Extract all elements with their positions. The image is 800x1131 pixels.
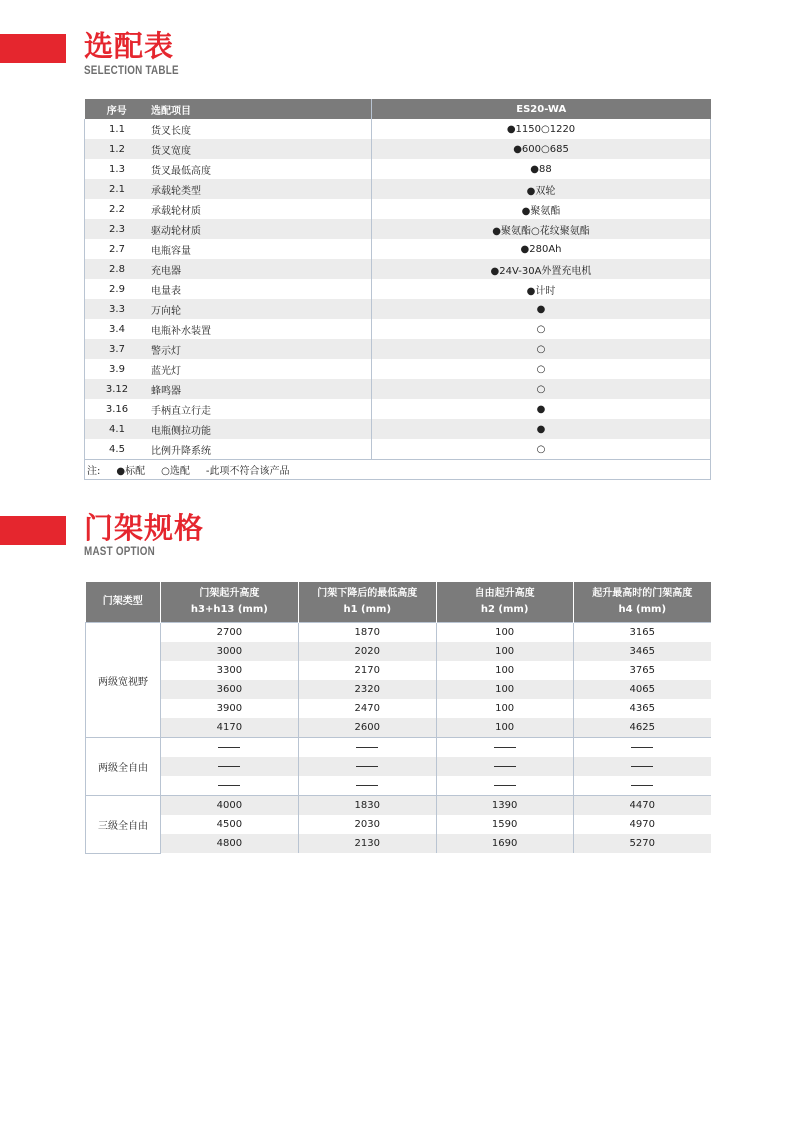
dash-mark (218, 785, 240, 786)
mast-value: 2700 (160, 623, 298, 643)
table-row (86, 661, 712, 680)
mast-value: 4365 (573, 699, 711, 718)
mast-value (436, 757, 573, 776)
mast-value: 100 (436, 718, 573, 738)
column-header-title: 门架起升高度 (199, 588, 260, 599)
table-row (85, 379, 711, 399)
column-header-title: 门架下降后的最低高度 (317, 588, 418, 599)
table-row (85, 159, 711, 179)
item-number: 3.3 (85, 299, 150, 319)
mast-value: 4970 (573, 815, 711, 834)
table-row (86, 680, 712, 699)
mast-value (298, 776, 436, 796)
item-name: 手柄直立行走 (151, 405, 211, 417)
item-number: 3.12 (85, 379, 150, 399)
legend-label: 注: (87, 466, 101, 477)
mast-value (573, 738, 711, 758)
mast-value (160, 757, 298, 776)
item-number: 2.8 (85, 259, 150, 279)
column-header-unit: h3+h13 (mm) (190, 604, 268, 615)
mast-value (436, 738, 573, 758)
item-name: 驱动轮材质 (149, 219, 372, 239)
item-value: ● (372, 419, 711, 439)
dash-mark (631, 766, 653, 767)
table-row (85, 139, 711, 159)
selection-table (84, 99, 711, 480)
item-value: ●88 (372, 159, 711, 179)
selection-table-body (85, 119, 711, 480)
section-title: 选配表 (84, 29, 175, 63)
table-row (86, 718, 712, 738)
item-value: ●计时 (372, 279, 711, 299)
item-value: ● (372, 399, 711, 419)
table-row (85, 339, 711, 359)
mast-value: 1590 (436, 815, 573, 834)
mast-value: 3600 (160, 680, 298, 699)
table-row (85, 259, 711, 279)
item-number: 4.5 (85, 439, 150, 460)
table-row (85, 299, 711, 319)
table-header-row (85, 99, 711, 119)
mast-value: 4625 (573, 718, 711, 738)
item-value: ○ (372, 339, 711, 359)
item-name: 货叉宽度 (149, 139, 372, 159)
item-value: ○ (372, 439, 711, 460)
mast-value: 3465 (573, 642, 711, 661)
table-row (86, 623, 712, 643)
mast-value: 4800 (160, 834, 298, 853)
item-name: 充电器 (149, 259, 372, 279)
mast-value (160, 738, 298, 758)
item-name: 货叉长度 (151, 125, 191, 137)
item-value: ●600○685 (372, 139, 711, 159)
column-header (573, 582, 711, 623)
item-value: ○ (372, 379, 711, 399)
section-accent-bar (0, 516, 66, 545)
mast-value (436, 776, 573, 796)
table-header-row (86, 582, 712, 623)
item-number: 2.2 (85, 199, 150, 219)
mast-value: 3165 (573, 623, 711, 643)
table-row (85, 359, 711, 379)
item-value: ○ (372, 319, 711, 339)
item-name: 货叉最低高度 (151, 165, 211, 177)
item-name: 承载轮材质 (151, 205, 201, 217)
table-row (85, 439, 711, 460)
note-row (85, 460, 711, 480)
dash-mark (494, 747, 516, 748)
table-row (85, 239, 711, 259)
mast-value: 100 (436, 661, 573, 680)
table-row (86, 796, 712, 816)
dash-mark (631, 747, 653, 748)
mast-value: 3765 (573, 661, 711, 680)
column-header (86, 582, 161, 623)
table-row (86, 815, 712, 834)
table-row (85, 199, 711, 219)
mast-type: 两级宽视野 (86, 623, 161, 738)
item-number: 2.7 (85, 239, 150, 259)
mast-value: 2470 (298, 699, 436, 718)
table-row (86, 757, 712, 776)
table-row (85, 399, 711, 419)
mast-type: 三级全自由 (86, 796, 161, 854)
item-number: 3.16 (85, 399, 150, 419)
item-name: 电瓶补水装置 (151, 325, 211, 337)
item-name: 电瓶侧拉功能 (149, 419, 372, 439)
mast-value: 3300 (160, 661, 298, 680)
column-header (160, 582, 298, 623)
table-row (85, 119, 711, 139)
column-header (436, 582, 573, 623)
item-name: 电瓶容量 (151, 245, 191, 257)
legend-optional: ○选配 (161, 466, 190, 477)
item-value: ●280Ah (372, 239, 711, 259)
item-value: ● (372, 299, 711, 319)
mast-value: 4065 (573, 680, 711, 699)
column-header-title: 起升最高时的门架高度 (592, 588, 693, 599)
mast-value: 2320 (298, 680, 436, 699)
table-row (86, 834, 712, 853)
dash-mark (494, 766, 516, 767)
item-number: 1.2 (85, 139, 150, 159)
item-number: 3.4 (85, 319, 150, 339)
item-number: 2.1 (85, 179, 150, 199)
mast-value: 100 (436, 642, 573, 661)
mast-type: 两级全自由 (86, 738, 161, 796)
column-header: 序号 (85, 99, 150, 119)
mast-value: 1830 (298, 796, 436, 816)
column-header-unit: h4 (mm) (618, 604, 667, 615)
mast-value (160, 776, 298, 796)
dash-mark (356, 747, 378, 748)
mast-value: 3900 (160, 699, 298, 718)
item-value: ○ (372, 359, 711, 379)
mast-value: 2020 (298, 642, 436, 661)
column-header-unit: h1 (mm) (343, 604, 392, 615)
mast-value: 2130 (298, 834, 436, 853)
item-name: 万向轮 (149, 299, 372, 319)
mast-value: 100 (436, 699, 573, 718)
column-header (298, 582, 436, 623)
dash-mark (218, 766, 240, 767)
item-name: 蜂鸣器 (149, 379, 372, 399)
table-row (86, 642, 712, 661)
item-name: 承载轮类型 (149, 179, 372, 199)
dash-mark (356, 766, 378, 767)
legend-na: -此项不符合该产品 (205, 466, 290, 477)
dash-mark (356, 785, 378, 786)
item-number: 3.9 (85, 359, 150, 379)
mast-value: 3000 (160, 642, 298, 661)
mast-value: 1690 (436, 834, 573, 853)
column-header-title: 自由起升高度 (474, 588, 535, 599)
mast-value (298, 757, 436, 776)
mast-value (573, 757, 711, 776)
item-number: 2.9 (85, 279, 150, 299)
column-header-title: 门架类型 (102, 596, 143, 607)
mast-value: 100 (436, 623, 573, 643)
mast-option-table (85, 582, 711, 854)
table-row (85, 179, 711, 199)
section-title: 门架规格 (84, 511, 205, 545)
item-number: 1.1 (85, 119, 150, 139)
item-value: ●聚氨酯○花纹聚氨酯 (372, 219, 711, 239)
dash-mark (631, 785, 653, 786)
mast-value: 4500 (160, 815, 298, 834)
mast-value: 4170 (160, 718, 298, 738)
dash-mark (218, 747, 240, 748)
legend-standard: ●标配 (116, 466, 146, 477)
mast-value: 2170 (298, 661, 436, 680)
mast-value (298, 738, 436, 758)
mast-table-body (86, 623, 712, 854)
mast-value: 4470 (573, 796, 711, 816)
mast-value: 1390 (436, 796, 573, 816)
item-value: ●1150○1220 (372, 119, 711, 139)
item-value: ●24V-30A外置充电机 (372, 259, 711, 279)
dash-mark (494, 785, 516, 786)
section-accent-bar (0, 34, 66, 63)
item-value: ●双轮 (372, 179, 711, 199)
table-row (85, 279, 711, 299)
item-value: ●聚氨酯 (372, 199, 711, 219)
item-name: 蓝光灯 (151, 365, 181, 377)
item-number: 4.1 (85, 419, 150, 439)
mast-value: 2030 (298, 815, 436, 834)
item-name: 电量表 (151, 285, 181, 297)
table-row (86, 738, 712, 758)
item-name: 比例升降系统 (151, 445, 211, 457)
table-row (85, 419, 711, 439)
mast-value: 100 (436, 680, 573, 699)
mast-value: 2600 (298, 718, 436, 738)
column-header-unit: h2 (mm) (480, 604, 529, 615)
item-number: 2.3 (85, 219, 150, 239)
section-subtitle: MAST OPTION (84, 544, 156, 558)
table-row (85, 219, 711, 239)
legend-note (85, 460, 711, 480)
table-row (86, 776, 712, 796)
item-name: 警示灯 (149, 339, 372, 359)
mast-value: 4000 (160, 796, 298, 816)
mast-value (573, 776, 711, 796)
item-number: 3.7 (85, 339, 150, 359)
section-subtitle: SELECTION TABLE (84, 63, 179, 77)
column-header: ES20-WA (372, 99, 711, 119)
column-header: 选配项目 (149, 99, 372, 119)
table-row (86, 699, 712, 718)
mast-value: 5270 (573, 834, 711, 853)
mast-value: 1870 (298, 623, 436, 643)
table-row (85, 319, 711, 339)
item-number: 1.3 (85, 159, 150, 179)
